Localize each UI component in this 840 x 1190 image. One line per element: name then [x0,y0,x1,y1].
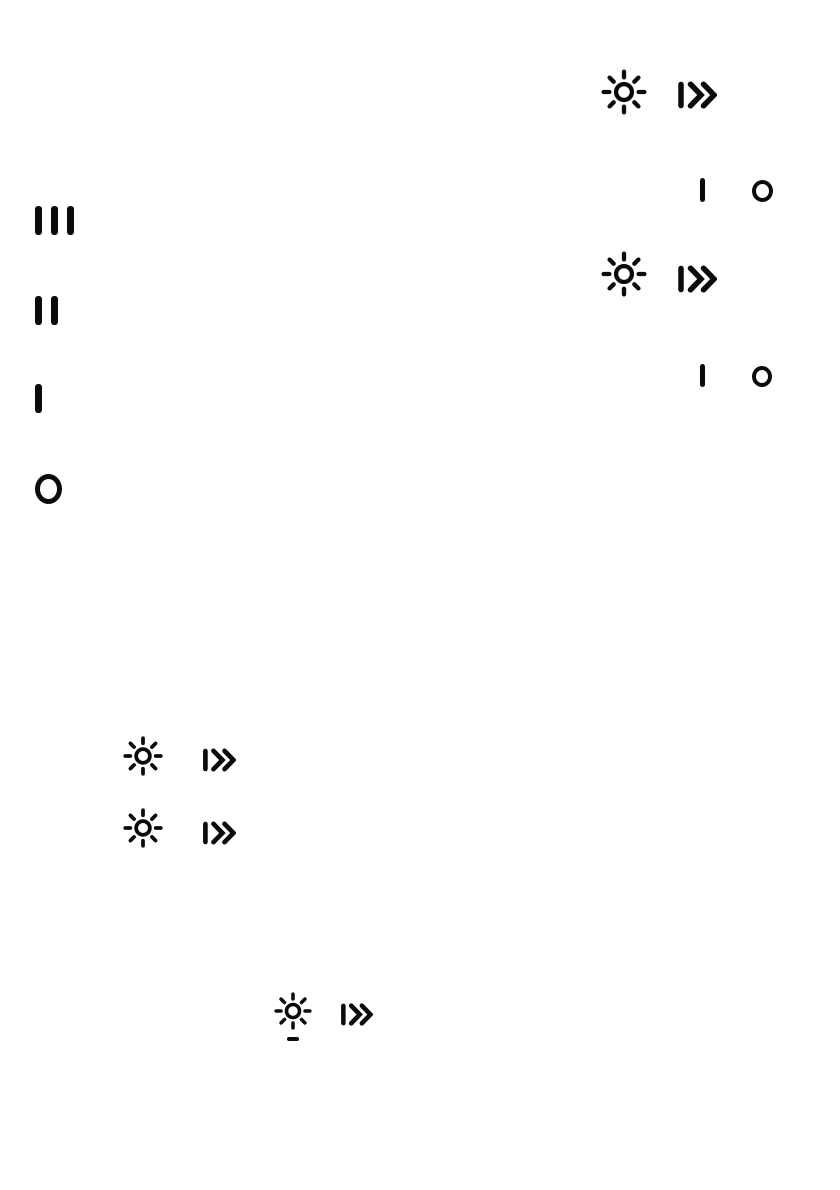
bar-double-chevron-icon [677,265,717,293]
speed-level-3-icon [35,206,74,235]
speed-level-2-icon [35,296,58,325]
minus-dash [287,1037,299,1041]
speed-bar [51,296,58,325]
speed-bar [67,206,74,235]
sun-icon [274,992,312,1030]
on-bar-symbol [700,178,705,202]
bar-double-chevron-icon [202,748,236,772]
sun-icon [123,808,163,848]
speed-bar [35,206,42,235]
speed-bar [51,206,58,235]
speed-bar [35,384,42,413]
speed-level-1-icon [35,384,42,413]
sun-icon [601,251,647,297]
speed-bar [35,296,42,325]
bar-double-chevron-icon [202,821,236,845]
sun-icon [601,69,647,115]
off-circle-symbol [752,180,773,202]
bar-double-chevron-icon [340,1003,373,1026]
off-circle-symbol [752,366,772,387]
speed-level-0-icon [35,474,62,504]
on-bar-symbol [700,364,705,387]
sun-icon [123,736,163,776]
bar-double-chevron-icon [677,81,717,109]
